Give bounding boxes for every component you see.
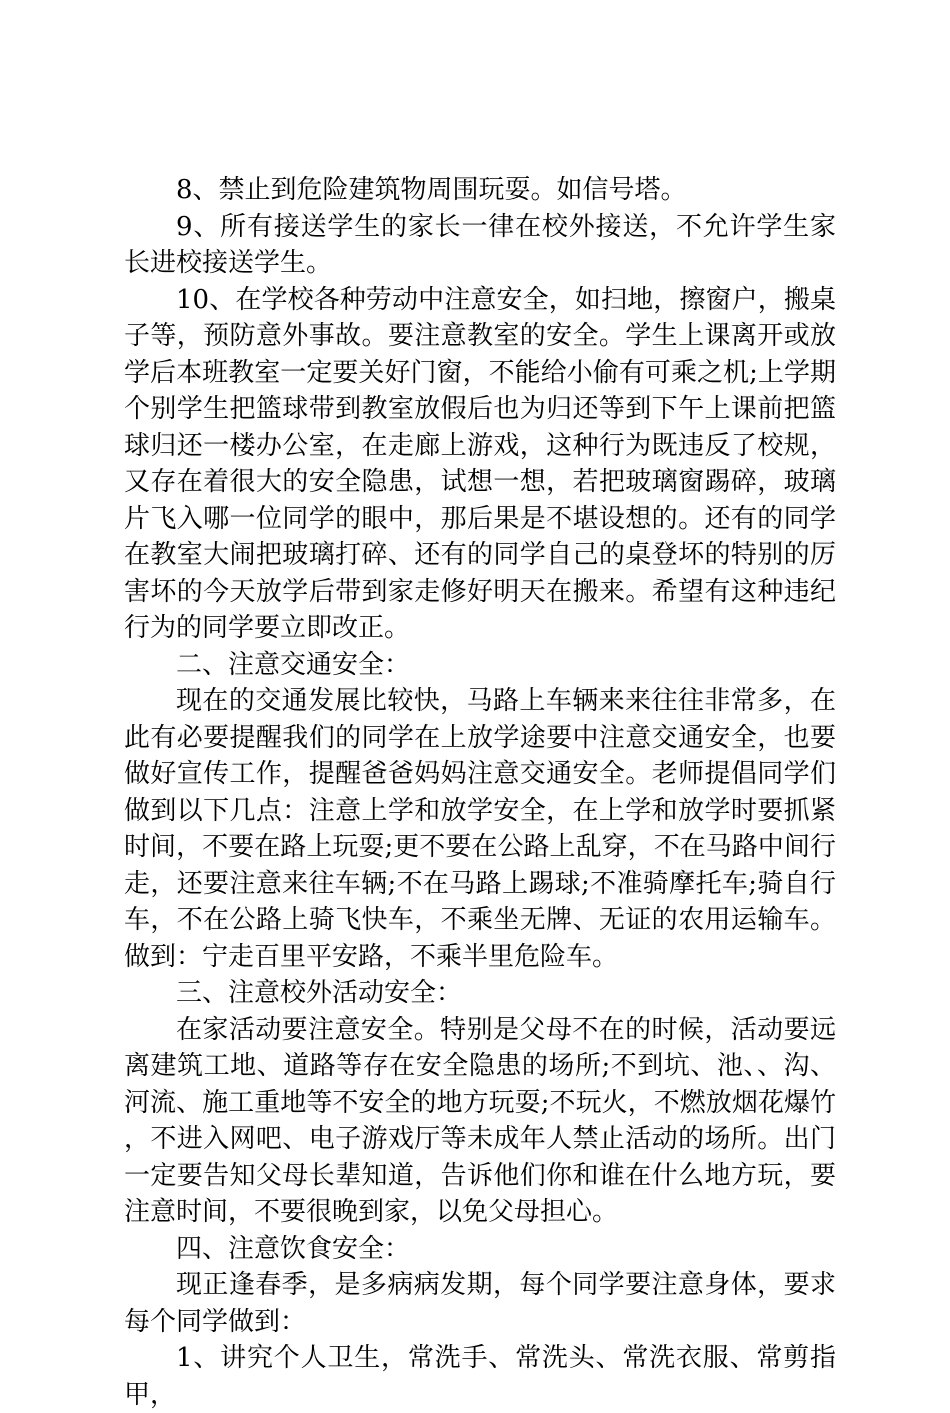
food-safety-paragraph: 现正逢春季，是多病病发期，每个同学要注意身体，要求每个同学做到： <box>124 1270 836 1337</box>
item-9-paragraph: 9、所有接送学生的家长一律在校外接送，不允许学生家长进校接送学生。 <box>124 211 836 278</box>
section-outdoor-heading: 三、注意校外活动安全： <box>176 978 463 1008</box>
section-traffic-heading: 二、注意交通安全： <box>176 649 411 680</box>
outdoor-safety-paragraph: 在家活动要注意安全。特别是父母不在的时候，活动要远离建筑工地、道路等存在安全隐患的场所;不到坑、池、、沟、河流、施工重地等不安全的地方玩耍;不玩火，不燃放烟花爆竹，不进入网吧、电子游戏厅等未成年人禁止活动的场所。出门一定要告知父母长辈知道，告诉他们你和谁在什么地方玩，要注意时间，不要很晚到家，以免父母担心。 <box>124 1014 836 1227</box>
section-food-heading: 四、注意饮食安全： <box>176 1233 411 1264</box>
item-10-paragraph: 10、在学校各种劳动中注意安全，如扫地，擦窗户，搬桌子等，预防意外事故。要注意教室的安全。学生上课离开或放学后本班教室一定要关好门窗，不能给小偷有可乘之机;上学期个别学生把篮球带到教室放假后也为归还等到下午上课前把篮球归还一楼办公室，在走廊上游戏，这种行为既违反了校规，又存在着很大的安全隐患，试想一想，若把玻璃窗踢碎，玻璃片飞入哪一位同学的眼中，那后果是不堪设想的。还有的同学在教室大闹把玻璃打碎、还有的同学自己的桌登坏的特别的厉害坏的今天放学后带到家走修好明天在搬来。希望有这种违纪行为的同学要立即改正。 <box>124 284 836 643</box>
document-body <box>124 172 836 1413</box>
hygiene-item-1-paragraph: 1、讲究个人卫生，常洗手、常洗头、常洗衣服、常剪指甲， <box>124 1343 836 1410</box>
item-8-paragraph: 8、禁止到危险建筑物周围玩耍。如信号塔。 <box>176 175 687 205</box>
traffic-safety-paragraph: 现在的交通发展比较快，马路上车辆来来往往非常多，在此有必要提醒我们的同学在上放学途要中注意交通安全，也要做好宣传工作，提醒爸爸妈妈注意交通安全。老师提倡同学们做到以下几点：注意上学和放学安全，在上学和放学时要抓紧时间，不要在路上玩耍;更不要在公路上乱穿，不在马路中间行走，还要注意来往车辆;不在马路上踢球;不准骑摩托车;骑自行车，不在公路上骑飞快车，不乘坐无牌、无证的农用运输车。做到：宁走百里平安路，不乘半里危险车。 <box>124 686 836 972</box>
